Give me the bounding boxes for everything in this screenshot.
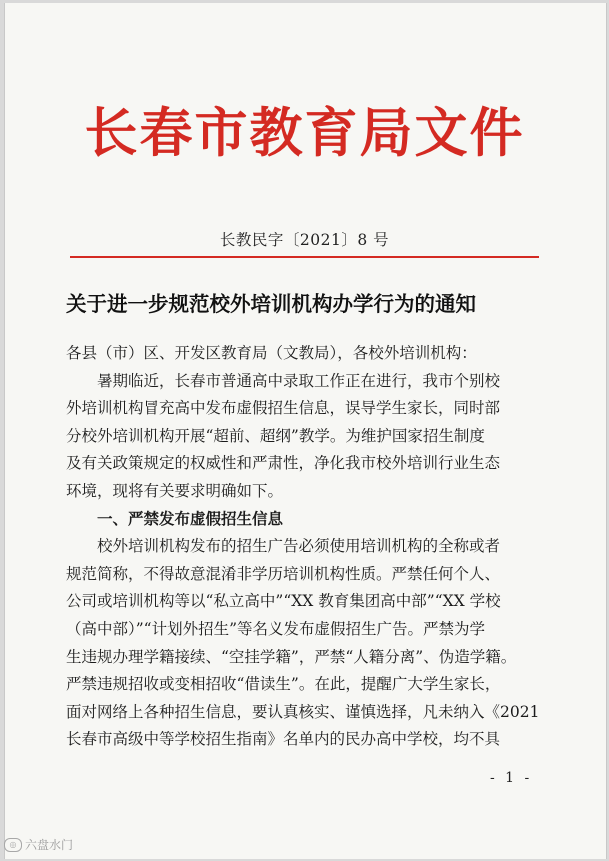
paragraph-line: 严禁违规招收或变相招收“借读生”。在此，提醒广大学生家长，	[66, 675, 501, 694]
paragraph-line: 及有关政策规定的权威性和严肃性，净化我市校外培训行业生态	[66, 454, 501, 473]
paragraph-line: 规范简称，不得故意混淆非学历培训机构性质。严禁任何个人、	[66, 564, 501, 583]
paragraph-line: 暑期临近，长春市普通高中录取工作正在进行，我市个别校	[97, 371, 501, 390]
watermark	[4, 836, 73, 853]
document-header-title: 长春市教育局文件	[84, 102, 525, 164]
paragraph-line: 环境，现将有关要求明确如下。	[66, 481, 284, 500]
watermark-text: 六盘水门	[25, 838, 74, 852]
document-body	[66, 340, 546, 754]
paragraph-line: （高中部）”“计划外招生”等名义发布虚假招生广告。严禁为学	[66, 619, 486, 638]
paragraph-line: 外培训机构冒充高中发布虚假招生信息，误导学生家长，同时部	[66, 399, 501, 418]
red-divider-line	[70, 256, 539, 258]
paragraph-line: 面对网络上各种招生信息，要认真核实、谨慎选择，凡未纳入《2021	[66, 702, 540, 721]
paragraph-line: 分校外培训机构开展“超前、超纲”教学。为维护国家招生制度	[66, 426, 485, 445]
section-heading: 一、严禁发布虚假招生信息	[97, 509, 284, 528]
paragraph-line: 生违规办理学籍接续、“空挂学籍”，严禁“人籍分离”、伪造学籍。	[66, 647, 517, 666]
page-number: - 1 -	[490, 770, 533, 786]
paragraph-line: 长春市高级中等学校招生指南》名单内的民办高中学校，均不具	[66, 730, 501, 749]
watermark-logo-icon: ◎	[4, 838, 22, 852]
document-number: 长教民字〔2021〕8 号	[219, 231, 390, 249]
paragraph-line: 公司或培训机构等以“私立高中”“XX 教育集团高中部”“XX 学校	[66, 592, 501, 611]
notice-title: 关于进一步规范校外培训机构办学行为的通知	[66, 292, 476, 316]
paragraph-line: 校外培训机构发布的招生广告必须使用培训机构的全称或者	[97, 537, 501, 556]
addressee-line: 各县（市）区、开发区教育局（文教局），各校外培训机构：	[66, 344, 477, 362]
